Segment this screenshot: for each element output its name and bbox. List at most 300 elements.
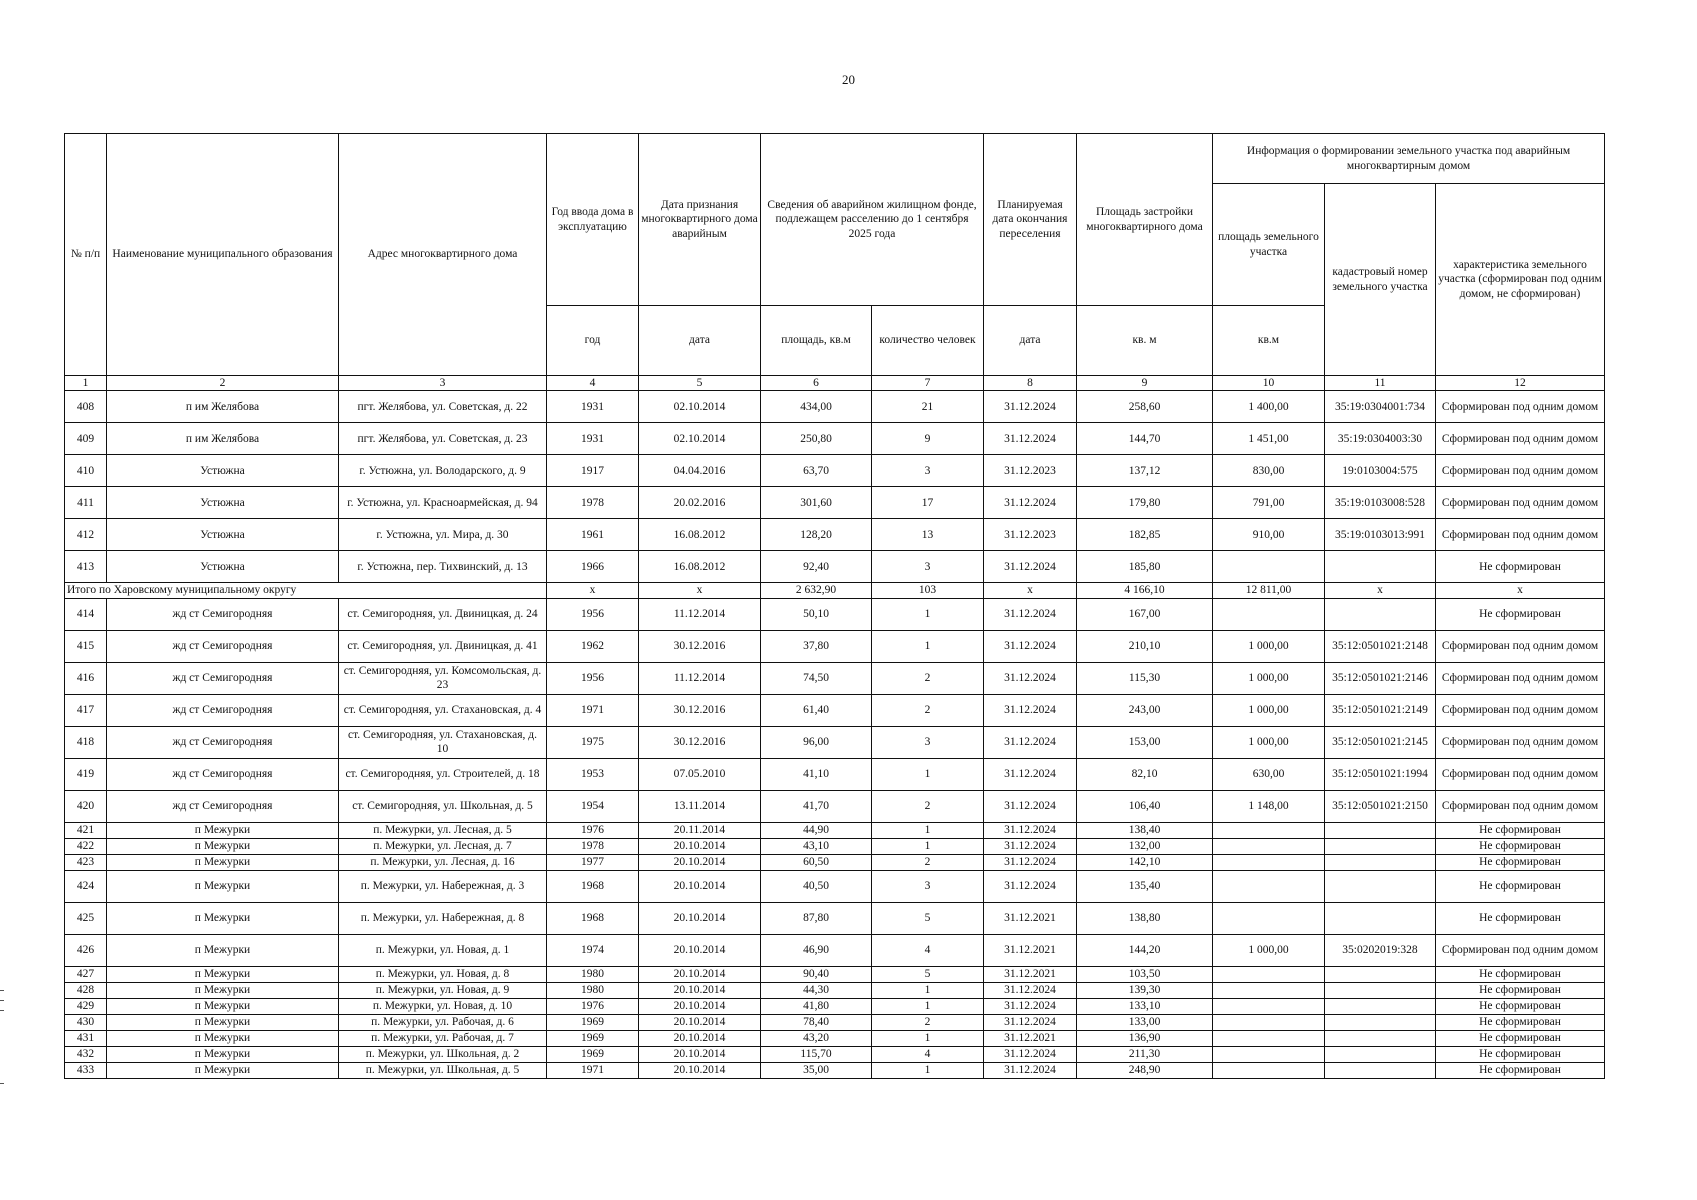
plan-date-cell: 31.12.2024 [984,487,1077,519]
date-cell: 16.08.2012 [639,519,761,551]
area-cell: 41,70 [761,790,872,822]
table-row [65,726,1605,758]
date-cell: 20.10.2014 [639,998,761,1014]
header-no: № п/п [65,134,107,376]
address-cell: п. Межурки, ул. Лесная, д. 16 [339,854,547,870]
land-area-cell: 1 400,00 [1213,391,1325,423]
table-row [65,1062,1605,1078]
column-number: 9 [1077,376,1213,391]
area-cell: 37,80 [761,630,872,662]
area-cell: 74,50 [761,662,872,694]
header-year-built: Год ввода дома в эксплуатацию [547,134,639,306]
year-cell: 1917 [547,455,639,487]
row-number: 421 [65,822,107,838]
year-cell: 1954 [547,790,639,822]
people-cell: 3 [872,870,984,902]
emergency-housing-table [64,133,1605,1079]
address-cell: ст. Семигородняя, ул. Двиницкая, д. 41 [339,630,547,662]
people-cell: 2 [872,662,984,694]
plan-date-cell: 31.12.2021 [984,934,1077,966]
date-cell: 20.10.2014 [639,982,761,998]
address-cell: п. Межурки, ул. Набережная, д. 8 [339,902,547,934]
area-cell: 35,00 [761,1062,872,1078]
date-cell: 20.10.2014 [639,934,761,966]
land-status-cell: Не сформирован [1436,982,1605,998]
people-cell: 2 [872,694,984,726]
table-row [65,662,1605,694]
building-area-cell: 258,60 [1077,391,1213,423]
land-area-cell: 1 000,00 [1213,662,1325,694]
municipality-cell: п Межурки [107,838,339,854]
unit-kvm: кв. м [1077,306,1213,376]
year-cell: 1966 [547,551,639,583]
area-cell: 301,60 [761,487,872,519]
unit-people: количество человек [872,306,984,376]
people-cell: 1 [872,822,984,838]
land-status-cell: Сформирован под одним домом [1436,455,1605,487]
land-status-cell: Не сформирован [1436,838,1605,854]
building-area-cell: 182,85 [1077,519,1213,551]
year-cell: 1976 [547,998,639,1014]
table-row [65,822,1605,838]
land-status-cell: Не сформирован [1436,870,1605,902]
row-number: 411 [65,487,107,519]
year-cell: 1980 [547,982,639,998]
total-plan: х [984,583,1077,598]
address-cell: п. Межурки, ул. Новая, д. 10 [339,998,547,1014]
plan-date-cell: 31.12.2024 [984,423,1077,455]
header-land-info: Информация о формировании земельного участка под аварийным многоквартирным домом [1213,134,1605,184]
land-status-cell: Сформирован под одним домом [1436,694,1605,726]
area-cell: 41,80 [761,998,872,1014]
date-cell: 20.10.2014 [639,854,761,870]
municipality-cell: п Межурки [107,870,339,902]
area-cell: 63,70 [761,455,872,487]
land-area-cell [1213,854,1325,870]
total-row [65,583,1605,598]
municipality-cell: жд ст Семигородняя [107,694,339,726]
cadastral-cell: 35:12:0501021:2145 [1325,726,1436,758]
land-status-cell: Не сформирован [1436,902,1605,934]
municipality-cell: Устюжна [107,487,339,519]
land-area-cell: 1 148,00 [1213,790,1325,822]
year-cell: 1974 [547,934,639,966]
date-cell: 13.11.2014 [639,790,761,822]
plan-date-cell: 31.12.2024 [984,1046,1077,1062]
column-number: 4 [547,376,639,391]
total-cad: х [1325,583,1436,598]
year-cell: 1962 [547,630,639,662]
address-cell: ст. Семигородняя, ул. Стахановская, д. 4 [339,694,547,726]
unit-kvm-land: кв.м [1213,306,1325,376]
people-cell: 3 [872,455,984,487]
date-cell: 30.12.2016 [639,694,761,726]
plan-date-cell: 31.12.2024 [984,822,1077,838]
address-cell: ст. Семигородняя, ул. Комсомольская, д. 23 [339,662,547,694]
people-cell: 3 [872,726,984,758]
building-area-cell: 138,40 [1077,822,1213,838]
people-cell: 17 [872,487,984,519]
building-area-cell: 135,40 [1077,870,1213,902]
column-number: 10 [1213,376,1325,391]
date-cell: 20.10.2014 [639,1062,761,1078]
land-area-cell [1213,1030,1325,1046]
municipality-cell: п Межурки [107,1046,339,1062]
land-status-cell: Не сформирован [1436,1062,1605,1078]
address-cell: п. Межурки, ул. Рабочая, д. 6 [339,1014,547,1030]
people-cell: 1 [872,838,984,854]
table-row [65,758,1605,790]
table-row [65,1014,1605,1030]
plan-date-cell: 31.12.2024 [984,758,1077,790]
date-cell: 20.10.2014 [639,1014,761,1030]
building-area-cell: 210,10 [1077,630,1213,662]
land-area-cell [1213,598,1325,630]
land-area-cell: 630,00 [1213,758,1325,790]
land-status-cell: Не сформирован [1436,854,1605,870]
date-cell: 20.11.2014 [639,822,761,838]
land-area-cell [1213,1062,1325,1078]
building-area-cell: 248,90 [1077,1062,1213,1078]
address-cell: г. Устюжна, ул. Мира, д. 30 [339,519,547,551]
address-cell: пгт. Желябова, ул. Советская, д. 23 [339,423,547,455]
land-area-cell [1213,982,1325,998]
header-land-char: характеристика земельного участка (сформирован под одним домом, не сформирован) [1436,184,1605,376]
people-cell: 21 [872,391,984,423]
year-cell: 1931 [547,423,639,455]
column-number-row [65,376,1605,391]
municipality-cell: п Межурки [107,934,339,966]
date-cell: 02.10.2014 [639,391,761,423]
building-area-cell: 144,70 [1077,423,1213,455]
municipality-cell: п Межурки [107,1014,339,1030]
address-cell: п. Межурки, ул. Новая, д. 1 [339,934,547,966]
municipality-cell: п Межурки [107,982,339,998]
total-char: х [1436,583,1605,598]
people-cell: 1 [872,758,984,790]
land-area-cell [1213,902,1325,934]
land-status-cell: Не сформирован [1436,1030,1605,1046]
total-build: 4 166,10 [1077,583,1213,598]
address-cell: п. Межурки, ул. Лесная, д. 5 [339,822,547,838]
municipality-cell: жд ст Семигородняя [107,726,339,758]
year-cell: 1975 [547,726,639,758]
cadastral-cell [1325,966,1436,982]
row-number: 429 [65,998,107,1014]
area-cell: 434,00 [761,391,872,423]
land-status-cell: Сформирован под одним домом [1436,934,1605,966]
land-area-cell: 1 000,00 [1213,694,1325,726]
land-status-cell: Сформирован под одним домом [1436,519,1605,551]
municipality-cell: жд ст Семигородняя [107,598,339,630]
plan-date-cell: 31.12.2024 [984,790,1077,822]
cadastral-cell [1325,1014,1436,1030]
table-row [65,1030,1605,1046]
date-cell: 16.08.2012 [639,551,761,583]
area-cell: 87,80 [761,902,872,934]
cadastral-cell: 35:12:0501021:2149 [1325,694,1436,726]
building-area-cell: 132,00 [1077,838,1213,854]
row-number: 412 [65,519,107,551]
row-number: 418 [65,726,107,758]
cadastral-cell: 19:0103004:575 [1325,455,1436,487]
year-cell: 1978 [547,487,639,519]
table-row [65,551,1605,583]
land-area-cell [1213,1046,1325,1062]
unit-date: дата [639,306,761,376]
municipality-cell: жд ст Семигородняя [107,630,339,662]
year-cell: 1980 [547,966,639,982]
total-land: 12 811,00 [1213,583,1325,598]
row-number: 428 [65,982,107,998]
date-cell: 11.12.2014 [639,598,761,630]
address-cell: п. Межурки, ул. Новая, д. 9 [339,982,547,998]
year-cell: 1969 [547,1046,639,1062]
table-row [65,790,1605,822]
people-cell: 5 [872,966,984,982]
column-number: 3 [339,376,547,391]
plan-date-cell: 31.12.2021 [984,902,1077,934]
year-cell: 1968 [547,870,639,902]
people-cell: 2 [872,790,984,822]
building-area-cell: 139,30 [1077,982,1213,998]
municipality-cell: Устюжна [107,551,339,583]
land-status-cell: Не сформирован [1436,598,1605,630]
area-cell: 43,10 [761,838,872,854]
municipality-cell: п Межурки [107,854,339,870]
area-cell: 92,40 [761,551,872,583]
total-area: 2 632,90 [761,583,872,598]
land-status-cell: Не сформирован [1436,966,1605,982]
cadastral-cell: 35:12:0501021:1994 [1325,758,1436,790]
land-status-cell: Сформирован под одним домом [1436,726,1605,758]
table-row [65,838,1605,854]
people-cell: 1 [872,1062,984,1078]
table-row [65,487,1605,519]
header-municipality: Наименование муниципального образования [107,134,339,376]
cadastral-cell: 35:12:0501021:2148 [1325,630,1436,662]
cadastral-cell [1325,1062,1436,1078]
people-cell: 2 [872,854,984,870]
land-area-cell: 830,00 [1213,455,1325,487]
land-status-cell: Сформирован под одним домом [1436,630,1605,662]
area-cell: 78,40 [761,1014,872,1030]
people-cell: 1 [872,982,984,998]
people-cell: 3 [872,551,984,583]
margin-mark [0,1000,4,1001]
building-area-cell: 144,20 [1077,934,1213,966]
land-area-cell: 791,00 [1213,487,1325,519]
row-number: 430 [65,1014,107,1030]
plan-date-cell: 31.12.2024 [984,1014,1077,1030]
date-cell: 02.10.2014 [639,423,761,455]
people-cell: 5 [872,902,984,934]
people-cell: 2 [872,1014,984,1030]
municipality-cell: п им Желябова [107,391,339,423]
building-area-cell: 115,30 [1077,662,1213,694]
date-cell: 07.05.2010 [639,758,761,790]
date-cell: 20.10.2014 [639,1046,761,1062]
header-cadastral: кадастровый номер земельного участка [1325,184,1436,376]
plan-date-cell: 31.12.2024 [984,391,1077,423]
year-cell: 1971 [547,1062,639,1078]
cadastral-cell [1325,551,1436,583]
plan-date-cell: 31.12.2024 [984,998,1077,1014]
column-number: 2 [107,376,339,391]
plan-date-cell: 31.12.2024 [984,598,1077,630]
cadastral-cell [1325,1030,1436,1046]
building-area-cell: 133,10 [1077,998,1213,1014]
date-cell: 11.12.2014 [639,662,761,694]
row-number: 416 [65,662,107,694]
land-area-cell: 910,00 [1213,519,1325,551]
municipality-cell: п им Желябова [107,423,339,455]
area-cell: 115,70 [761,1046,872,1062]
land-area-cell: 1 000,00 [1213,934,1325,966]
cadastral-cell: 35:19:0304001:734 [1325,391,1436,423]
building-area-cell: 106,40 [1077,790,1213,822]
header-planned-date: Планируемая дата окончания переселения [984,134,1077,306]
land-status-cell: Сформирован под одним домом [1436,391,1605,423]
date-cell: 20.10.2014 [639,966,761,982]
cadastral-cell [1325,982,1436,998]
header-emergency-info: Сведения об аварийном жилищном фонде, подлежащем расселению до 1 сентября 2025 года [761,134,984,306]
cadastral-cell [1325,822,1436,838]
people-cell: 9 [872,423,984,455]
land-status-cell: Сформирован под одним домом [1436,790,1605,822]
municipality-cell: п Межурки [107,1062,339,1078]
building-area-cell: 82,10 [1077,758,1213,790]
area-cell: 250,80 [761,423,872,455]
land-area-cell: 1 000,00 [1213,726,1325,758]
year-cell: 1956 [547,598,639,630]
row-number: 433 [65,1062,107,1078]
table-row [65,391,1605,423]
row-number: 420 [65,790,107,822]
row-number: 409 [65,423,107,455]
address-cell: п. Межурки, ул. Новая, д. 8 [339,966,547,982]
plan-date-cell: 31.12.2024 [984,1062,1077,1078]
building-area-cell: 243,00 [1077,694,1213,726]
land-area-cell [1213,822,1325,838]
people-cell: 13 [872,519,984,551]
area-cell: 41,10 [761,758,872,790]
column-number: 7 [872,376,984,391]
table-row [65,982,1605,998]
building-area-cell: 211,30 [1077,1046,1213,1062]
building-area-cell: 133,00 [1077,1014,1213,1030]
municipality-cell: п Межурки [107,822,339,838]
date-cell: 20.10.2014 [639,870,761,902]
margin-mark [0,990,4,991]
address-cell: п. Межурки, ул. Рабочая, д. 7 [339,1030,547,1046]
area-cell: 60,50 [761,854,872,870]
land-area-cell [1213,998,1325,1014]
date-cell: 20.10.2014 [639,902,761,934]
plan-date-cell: 31.12.2024 [984,854,1077,870]
margin-mark [0,1010,4,1011]
table-row [65,423,1605,455]
unit-date-plan: дата [984,306,1077,376]
table-row [65,966,1605,982]
people-cell: 1 [872,630,984,662]
total-date: х [639,583,761,598]
row-number: 414 [65,598,107,630]
row-number: 426 [65,934,107,966]
address-cell: ст. Семигородняя, ул. Стахановская, д. 10 [339,726,547,758]
municipality-cell: Устюжна [107,519,339,551]
building-area-cell: 138,80 [1077,902,1213,934]
address-cell: г. Устюжна, ул. Красноармейская, д. 94 [339,487,547,519]
land-area-cell [1213,966,1325,982]
area-cell: 46,90 [761,934,872,966]
area-cell: 96,00 [761,726,872,758]
building-area-cell: 153,00 [1077,726,1213,758]
cadastral-cell: 35:19:0304003:30 [1325,423,1436,455]
table-row [65,519,1605,551]
cadastral-cell [1325,902,1436,934]
land-status-cell: Сформирован под одним домом [1436,758,1605,790]
address-cell: ст. Семигородняя, ул. Школьная, д. 5 [339,790,547,822]
area-cell: 90,40 [761,966,872,982]
row-number: 424 [65,870,107,902]
year-cell: 1971 [547,694,639,726]
land-area-cell [1213,838,1325,854]
address-cell: г. Устюжна, ул. Володарского, д. 9 [339,455,547,487]
people-cell: 4 [872,934,984,966]
cadastral-cell: 35:19:0103013:991 [1325,519,1436,551]
area-cell: 40,50 [761,870,872,902]
plan-date-cell: 31.12.2023 [984,455,1077,487]
row-number: 425 [65,902,107,934]
unit-area: площадь, кв.м [761,306,872,376]
municipality-cell: жд ст Семигородняя [107,662,339,694]
building-area-cell: 167,00 [1077,598,1213,630]
header-land-area: площадь земельного участка [1213,184,1325,306]
address-cell: п. Межурки, ул. Школьная, д. 5 [339,1062,547,1078]
table-row [65,934,1605,966]
building-area-cell: 185,80 [1077,551,1213,583]
column-number: 11 [1325,376,1436,391]
row-number: 432 [65,1046,107,1062]
row-number: 423 [65,854,107,870]
total-year: х [547,583,639,598]
address-cell: п. Межурки, ул. Школьная, д. 2 [339,1046,547,1062]
table-row [65,870,1605,902]
year-cell: 1977 [547,854,639,870]
land-status-cell: Не сформирован [1436,998,1605,1014]
header-date-recognized: Дата признания многоквартирного дома аварийным [639,134,761,306]
date-cell: 20.02.2016 [639,487,761,519]
building-area-cell: 137,12 [1077,455,1213,487]
land-area-cell: 1 000,00 [1213,630,1325,662]
address-cell: г. Устюжна, пер. Тихвинский, д. 13 [339,551,547,583]
date-cell: 04.04.2016 [639,455,761,487]
date-cell: 30.12.2016 [639,726,761,758]
area-cell: 44,90 [761,822,872,838]
cadastral-cell [1325,870,1436,902]
plan-date-cell: 31.12.2024 [984,551,1077,583]
land-area-cell [1213,1014,1325,1030]
table-row [65,455,1605,487]
table-row [65,1046,1605,1062]
total-label: Итого по Харовскому муниципальному округу [65,583,547,598]
land-status-cell: Не сформирован [1436,1014,1605,1030]
cadastral-cell [1325,598,1436,630]
column-number: 5 [639,376,761,391]
people-cell: 1 [872,1030,984,1046]
plan-date-cell: 31.12.2023 [984,519,1077,551]
